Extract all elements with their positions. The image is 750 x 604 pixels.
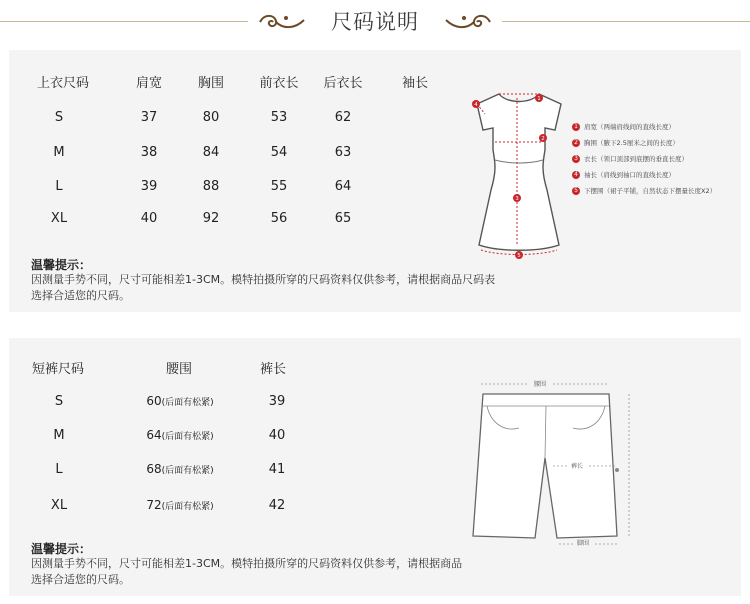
top-value-cell: 38 bbox=[140, 145, 158, 160]
shorts-waist-cell bbox=[125, 462, 235, 476]
top-size-cell: L bbox=[55, 179, 63, 194]
top-value-cell: 40 bbox=[140, 211, 158, 226]
shorts-diagram bbox=[449, 366, 649, 546]
top-value-cell: 53 bbox=[270, 110, 288, 125]
top-size-panel bbox=[9, 50, 741, 312]
shorts-waist-cell bbox=[125, 498, 235, 512]
top-value-cell: 39 bbox=[140, 179, 158, 194]
shorts-col-header: 短裤尺码 bbox=[31, 362, 84, 377]
top-value-cell: 55 bbox=[270, 179, 288, 194]
legend-number: 4 bbox=[572, 171, 580, 179]
top-value-cell: 88 bbox=[202, 179, 220, 194]
top-size-cell: S bbox=[54, 110, 64, 125]
top-value-cell: 80 bbox=[202, 110, 220, 125]
shorts-size-cell: S bbox=[54, 394, 64, 409]
top-value-cell: 62 bbox=[334, 110, 352, 125]
top-value-cell: 92 bbox=[202, 211, 220, 226]
marker-4-label: 4 bbox=[474, 102, 478, 108]
top-size-cell: XL bbox=[50, 211, 68, 226]
legend-text: 下摆围（裙子平铺，自然状态下摆量长度X2） bbox=[584, 187, 717, 195]
legend-text: 肩宽（两端肩线间的直线长度） bbox=[584, 123, 675, 131]
waist-note: (后面有松紧) bbox=[161, 398, 214, 408]
waist-note: (后面有松紧) bbox=[161, 432, 214, 442]
top-value-cell: 56 bbox=[270, 211, 288, 226]
legend-item bbox=[572, 186, 716, 195]
top-col-header: 后衣长 bbox=[323, 76, 363, 91]
legend-text: 衣长（领口顶部到底摆的垂直长度） bbox=[584, 155, 688, 163]
shorts-length-cell: 40 bbox=[268, 428, 286, 443]
top-value-cell: 63 bbox=[334, 145, 352, 160]
top-col-header: 肩宽 bbox=[135, 76, 162, 91]
legend-item bbox=[572, 170, 675, 179]
marker-5-label: 5 bbox=[517, 253, 521, 259]
length-measure-label: 裤长 bbox=[570, 463, 584, 470]
shorts-waist-cell bbox=[125, 394, 235, 408]
legend-number: 5 bbox=[572, 187, 580, 195]
waist-measure-label: 腰围 bbox=[533, 381, 547, 388]
waist-value: 60 bbox=[146, 394, 162, 408]
legend-item bbox=[572, 138, 679, 147]
top-value-cell: 64 bbox=[334, 179, 352, 194]
legend-item bbox=[572, 122, 675, 131]
top-value-cell: 37 bbox=[140, 110, 158, 125]
shorts-length-cell: 39 bbox=[268, 394, 286, 409]
marker-1-label: 1 bbox=[537, 96, 541, 102]
dress-diagram bbox=[459, 80, 579, 270]
top-col-header: 胸围 bbox=[197, 76, 224, 91]
legend-number: 1 bbox=[572, 123, 580, 131]
left-scroll-ornament-icon bbox=[256, 10, 308, 34]
legend-number: 3 bbox=[572, 155, 580, 163]
marker-3-label: 3 bbox=[515, 196, 519, 202]
shorts-col-header: 裤长 bbox=[259, 362, 286, 377]
note-title: 温馨提示： bbox=[31, 258, 92, 272]
shorts-size-cell: XL bbox=[50, 498, 68, 513]
page-title: 尺码说明 bbox=[331, 10, 419, 34]
shorts-size-cell: M bbox=[53, 428, 65, 443]
top-size-cell: M bbox=[53, 145, 65, 160]
header-left-rule bbox=[0, 21, 248, 22]
note-title: 温馨提示： bbox=[31, 542, 92, 556]
legend-item bbox=[572, 154, 688, 163]
shorts-length-cell: 41 bbox=[268, 462, 286, 477]
top-col-header: 袖长 bbox=[401, 76, 428, 91]
shorts-size-cell: L bbox=[55, 462, 63, 477]
shorts-length-cell: 42 bbox=[268, 498, 286, 513]
shorts-size-panel bbox=[9, 338, 741, 596]
legend-text: 袖长（肩线到袖口的直线长度） bbox=[584, 171, 675, 179]
top-value-cell: 84 bbox=[202, 145, 220, 160]
waist-value: 64 bbox=[146, 428, 162, 442]
note-line: 选择合适您的尺码。 bbox=[31, 289, 130, 302]
shorts-waist-cell bbox=[125, 428, 235, 442]
waist-value: 68 bbox=[146, 462, 162, 476]
hem-measure-label: 脚围 bbox=[576, 540, 590, 546]
top-col-header: 上衣尺码 bbox=[36, 76, 89, 91]
legend-number: 2 bbox=[572, 139, 580, 147]
top-value-cell: 65 bbox=[334, 211, 352, 226]
legend-text: 胸围（腋下2.5厘米之间的长度） bbox=[584, 139, 679, 147]
note-line: 因测量手势不同，尺寸可能相差1-3CM。模特拍摄所穿的尺码资料仅供参考，请根据商品尺码表 bbox=[31, 273, 496, 286]
top-col-header: 前衣长 bbox=[259, 76, 299, 91]
top-value-cell: 54 bbox=[270, 145, 288, 160]
page-header bbox=[0, 0, 750, 42]
waist-value: 72 bbox=[146, 498, 162, 512]
marker-2-label: 2 bbox=[541, 136, 545, 142]
waist-note: (后面有松紧) bbox=[161, 466, 214, 476]
shorts-col-header: 腰围 bbox=[165, 362, 192, 377]
header-right-rule bbox=[502, 21, 750, 22]
note-line: 因测量手势不同，尺寸可能相差1-3CM。模特拍摄所穿的尺码资料仅供参考，请根据商品 bbox=[31, 557, 463, 570]
note-line: 选择合适您的尺码。 bbox=[31, 573, 130, 586]
waist-note: (后面有松紧) bbox=[161, 502, 214, 512]
right-scroll-ornament-icon bbox=[442, 10, 494, 34]
